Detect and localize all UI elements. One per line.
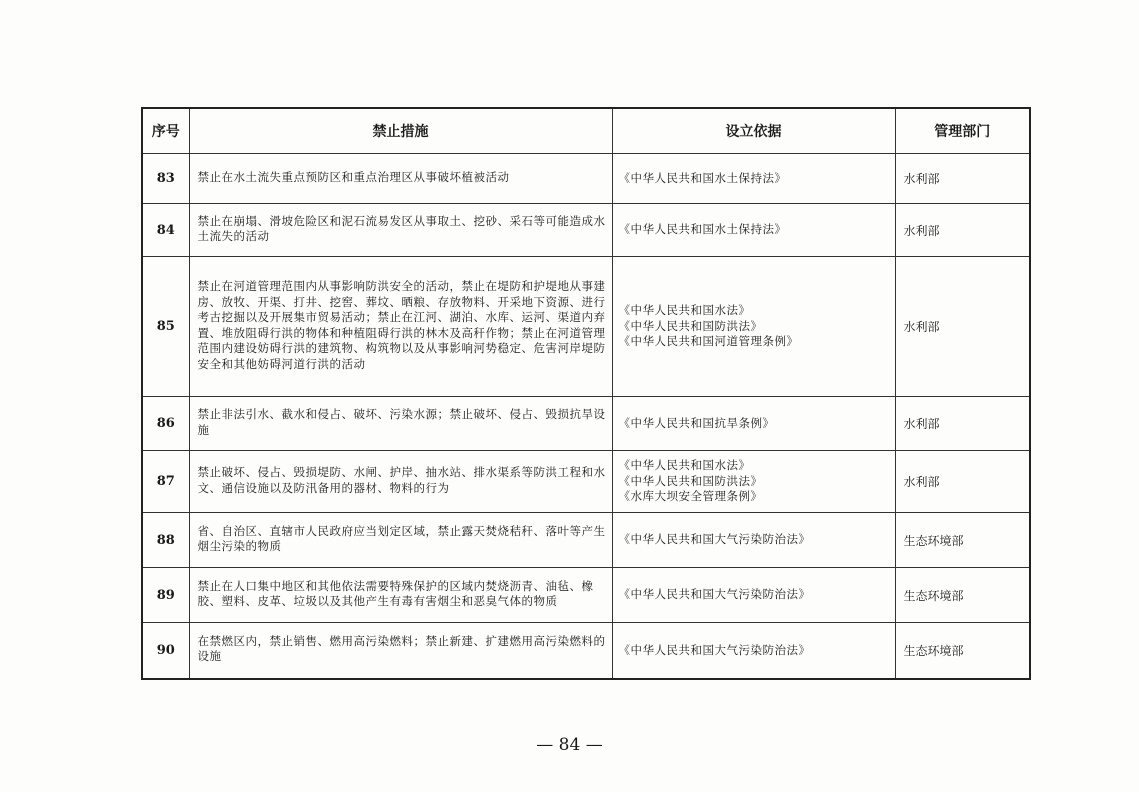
measure-text: 禁止破坏、侵占、毁损堤防、水闸、护岸、抽水站、排水渠系等防洪工程和水文、通信设施以及防汛备用的器材、物料的行为 bbox=[197, 465, 606, 495]
table-row bbox=[142, 154, 1030, 204]
row-dept: 水利部 bbox=[895, 204, 1030, 257]
row-basis bbox=[612, 568, 895, 623]
table-header-row bbox=[142, 108, 1030, 154]
basis-line: 《水库大坝安全管理条例》 bbox=[618, 489, 763, 504]
table-row bbox=[142, 204, 1030, 257]
basis-line: 《中华人民共和国大气污染防治法》 bbox=[618, 642, 811, 657]
row-dept: 生态环境部 bbox=[895, 568, 1030, 623]
measure-text: 禁止在水土流失重点预防区和重点治理区从事破坏植被活动 bbox=[197, 169, 510, 184]
row-measure bbox=[189, 568, 612, 623]
measure-text: 禁止在崩塌、滑坡危险区和泥石流易发区从事取土、挖砂、采石等可能造成水土流失的活动 bbox=[197, 213, 606, 243]
table-row bbox=[142, 513, 1030, 568]
basis-line: 《中华人民共和国防洪法》 bbox=[618, 318, 763, 333]
measure-text: 省、自治区、直辖市人民政府应当划定区域，禁止露天焚烧秸秆、落叶等产生烟尘污染的物质 bbox=[197, 523, 606, 553]
basis-line: 《中华人民共和国水土保持法》 bbox=[618, 222, 787, 237]
row-basis bbox=[612, 397, 895, 451]
row-measure bbox=[189, 397, 612, 451]
row-number: 85 bbox=[142, 257, 189, 397]
basis-line: 《中华人民共和国河道管理条例》 bbox=[618, 334, 799, 349]
basis-line: 《中华人民共和国水法》 bbox=[618, 303, 751, 318]
header-dept: 管理部门 bbox=[895, 108, 1030, 154]
row-number: 84 bbox=[142, 204, 189, 257]
row-basis bbox=[612, 513, 895, 568]
row-measure bbox=[189, 623, 612, 679]
row-measure bbox=[189, 257, 612, 397]
page-number: — 84 — bbox=[536, 735, 603, 755]
row-dept: 水利部 bbox=[895, 257, 1030, 397]
basis-line: 《中华人民共和国大气污染防治法》 bbox=[618, 532, 811, 547]
basis-line: 《中华人民共和国大气污染防治法》 bbox=[618, 587, 811, 602]
row-number: 89 bbox=[142, 568, 189, 623]
row-measure bbox=[189, 451, 612, 513]
measure-text: 在禁燃区内，禁止销售、燃用高污染燃料；禁止新建、扩建燃用高污染燃料的设施 bbox=[197, 633, 606, 664]
table-row bbox=[142, 568, 1030, 623]
measure-text: 禁止在人口集中地区和其他依法需要特殊保护的区域内焚烧沥青、油毡、橡胶、塑料、皮革、垃圾以及其他产生有毒有害烟尘和恶臭气体的物质 bbox=[197, 578, 594, 608]
row-dept: 生态环境部 bbox=[895, 513, 1030, 568]
row-dept: 生态环境部 bbox=[895, 623, 1030, 679]
row-number: 88 bbox=[142, 513, 189, 568]
row-number: 86 bbox=[142, 397, 189, 451]
measure-text: 禁止在河道管理范围内从事影响防洪安全的活动，禁止在堤防和护堤地从事建房、放牧、开渠、打井、挖窖、葬坟、晒粮、存放物料、开采地下资源、进行考古挖掘以及开展集市贸易活动；禁止在江河、湖泊、水库、运河、渠道内弃置、堆放阻碍行洪的物体和种植阻碍行洪的林木及高秆作物；禁止在河道管理范围内建设妨碍行洪的建筑物、构筑物以及从事影响河势稳定、危害河岸堤防安全和其他妨碍河道行洪的活动 bbox=[197, 279, 606, 371]
table-row bbox=[142, 257, 1030, 397]
row-number: 87 bbox=[142, 451, 189, 513]
header-no: 序号 bbox=[142, 108, 189, 154]
row-basis bbox=[612, 154, 895, 204]
row-number: 90 bbox=[142, 623, 189, 679]
basis-line: 《中华人民共和国防洪法》 bbox=[618, 473, 763, 488]
table-row bbox=[142, 623, 1030, 679]
basis-line: 《中华人民共和国抗旱条例》 bbox=[618, 415, 775, 430]
basis-line: 《中华人民共和国水法》 bbox=[618, 458, 751, 473]
row-basis bbox=[612, 257, 895, 397]
row-dept: 水利部 bbox=[895, 154, 1030, 204]
table-row bbox=[142, 397, 1030, 451]
regulation-table bbox=[141, 107, 1031, 680]
row-measure bbox=[189, 204, 612, 257]
row-measure bbox=[189, 154, 612, 204]
header-basis: 设立依据 bbox=[612, 108, 895, 154]
measure-text: 禁止非法引水、截水和侵占、破坏、污染水源；禁止破坏、侵占、毁损抗旱设施 bbox=[197, 407, 606, 437]
row-measure bbox=[189, 513, 612, 568]
row-number: 83 bbox=[142, 154, 189, 204]
row-dept: 水利部 bbox=[895, 451, 1030, 513]
basis-line: 《中华人民共和国水土保持法》 bbox=[618, 170, 787, 185]
header-measure: 禁止措施 bbox=[189, 108, 612, 154]
row-basis bbox=[612, 204, 895, 257]
row-dept: 水利部 bbox=[895, 397, 1030, 451]
row-basis bbox=[612, 623, 895, 679]
table-row bbox=[142, 451, 1030, 513]
row-basis bbox=[612, 451, 895, 513]
